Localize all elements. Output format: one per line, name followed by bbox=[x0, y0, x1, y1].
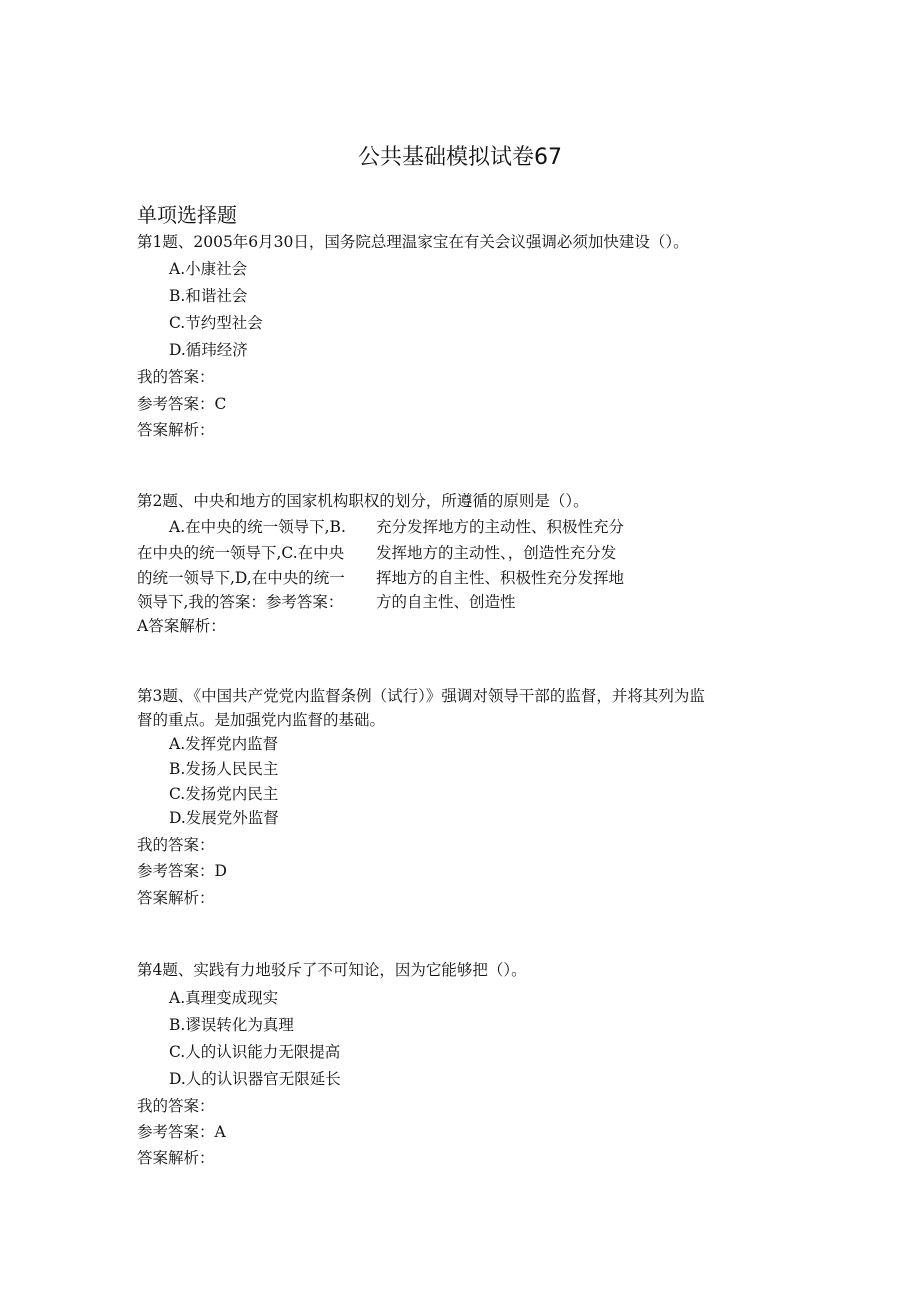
question-1-option-d: D.循玮经济 bbox=[169, 341, 248, 359]
question-3-option-b: B.发扬人民民主 bbox=[169, 760, 279, 778]
page-title: 公共基础模拟试卷67 bbox=[358, 145, 562, 170]
question-3-my-answer: 我的答案： bbox=[137, 836, 215, 854]
question-1-reference-answer: 参考答案：C bbox=[137, 395, 227, 413]
question-3-analysis: 答案解析： bbox=[137, 889, 215, 907]
question-4-option-c: C.人的认识能力无限提高 bbox=[169, 1043, 341, 1061]
question-4-analysis: 答案解析： bbox=[137, 1149, 215, 1167]
section-heading: 单项选择题 bbox=[137, 203, 237, 227]
question-1-option-b: B.和谐社会 bbox=[169, 287, 248, 305]
question-4-option-d: D.人的认识器官无限延长 bbox=[169, 1070, 341, 1088]
question-2-left-line-1: A.在中央的统一领导下,B. bbox=[169, 518, 346, 536]
question-4-reference-answer: 参考答案：A bbox=[137, 1123, 226, 1141]
question-3-option-a: A.发挥党内监督 bbox=[169, 735, 279, 753]
question-3-reference-answer: 参考答案：D bbox=[137, 862, 227, 880]
question-4-option-b: B.谬误转化为真理 bbox=[169, 1016, 294, 1034]
question-2-right-line-2: 发挥地方的主动性、，创造性充分发 bbox=[376, 544, 617, 562]
question-1-option-c: C.节约型社会 bbox=[169, 314, 263, 332]
question-1-stem: 第1题、2005年6月30日，国务院总理温家宝在有关会议强调必须加快建设（）。 bbox=[137, 233, 689, 251]
question-2-left-line-2: 在中央的统一领导下,C.在中央 bbox=[137, 544, 345, 562]
question-2-right-line-4: 方的自主性、创造性 bbox=[376, 593, 516, 611]
question-3-option-d: D.发展党外监督 bbox=[169, 809, 279, 827]
question-3-option-c: C.发扬党内民主 bbox=[169, 785, 279, 803]
question-4-option-a: A.真理变成现实 bbox=[169, 989, 279, 1007]
question-3-stem-line-1: 第3题、《中国共产党党内监督条例（试行）》强调对领导干部的监督，并将其列为监 bbox=[137, 687, 705, 705]
question-4-my-answer: 我的答案： bbox=[137, 1097, 215, 1115]
question-4-stem: 第4题、实践有力地驳斥了不可知论，因为它能够把（）。 bbox=[137, 961, 527, 979]
question-1-my-answer: 我的答案： bbox=[137, 368, 215, 386]
question-2-left-line-4: 领导下,我的答案：参考答案： bbox=[137, 593, 344, 611]
question-2-right-line-1: 充分发挥地方的主动性、积极性充分 bbox=[376, 518, 625, 536]
question-1-analysis: 答案解析： bbox=[137, 421, 215, 439]
question-2-analysis: A答案解析： bbox=[137, 617, 226, 635]
question-3-stem-line-2: 督的重点。是加强党内监督的基础。 bbox=[137, 711, 386, 729]
question-2-left-line-3: 的统一领导下,D,在中央的统一 bbox=[137, 569, 345, 587]
question-2-stem: 第2题、中央和地方的国家机构职权的划分，所遵循的原则是（）。 bbox=[137, 492, 589, 510]
question-1-option-a: A.小康社会 bbox=[169, 260, 248, 278]
question-2-right-line-3: 挥地方的自主性、积极性充分发挥地 bbox=[376, 569, 625, 587]
